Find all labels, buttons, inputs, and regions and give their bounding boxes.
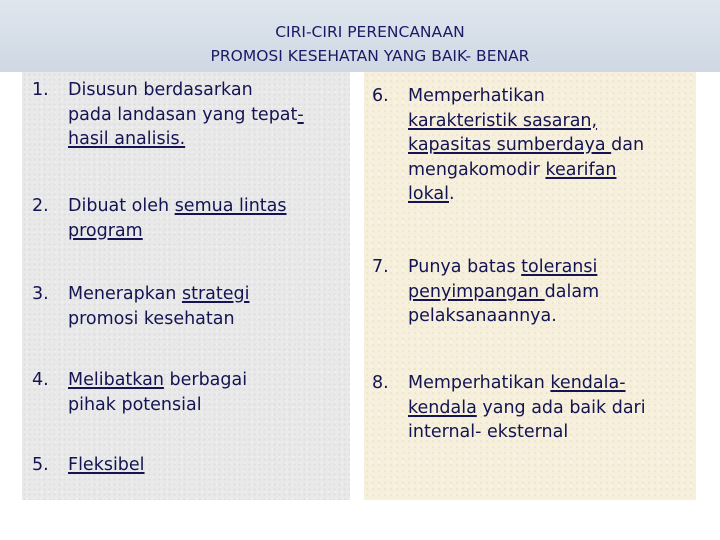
list-item-line <box>408 84 644 109</box>
list-item-line <box>408 304 599 329</box>
list-item-line <box>68 393 247 418</box>
list-item-number: 3. <box>32 284 49 304</box>
list-item-line <box>68 368 247 393</box>
text-segment: . <box>448 184 455 204</box>
list-item-line <box>68 453 145 478</box>
underlined-text: kendala- <box>550 373 626 393</box>
list-item-number: 7. <box>372 257 389 277</box>
list-item-number: 5. <box>32 455 49 475</box>
list-item-text <box>68 78 304 152</box>
text-segment: Disusun berdasarkan <box>68 80 253 100</box>
slide-title-line-2: PROMOSI KESEHATAN YANG BAIK- BENAR <box>210 47 530 65</box>
list-item-line <box>408 158 644 183</box>
list-item-line <box>408 396 646 421</box>
list-item-6 <box>372 84 644 207</box>
underlined-text: penyimpangan <box>408 281 545 302</box>
text-segment: Memperhatikan <box>408 373 551 393</box>
list-item-text <box>408 84 644 207</box>
text-segment: pihak potensial <box>68 394 202 415</box>
underlined-text: strategi <box>181 284 250 304</box>
list-item-number: 8. <box>372 373 389 393</box>
text-segment: berbagai <box>163 370 248 390</box>
list-item-text <box>408 255 599 329</box>
underlined-text: semua lintas <box>174 196 287 216</box>
list-item-line <box>68 307 249 332</box>
underlined-text: kendala <box>408 397 477 418</box>
list-item-text <box>68 282 249 331</box>
list-item-4 <box>32 368 247 417</box>
list-item-text <box>408 371 646 445</box>
text-segment: pada landasan yang tepat <box>68 104 298 125</box>
underlined-text: program <box>68 220 143 241</box>
list-item-number: 1. <box>32 80 49 100</box>
text-segment: dalam <box>544 281 600 302</box>
text-segment: Menerapkan <box>68 284 182 304</box>
underlined-text: karakteristik sasaran, <box>408 110 598 131</box>
list-item-number: 6. <box>372 86 389 106</box>
underlined-text: Fleksibel <box>68 455 145 475</box>
list-item-line <box>68 78 304 103</box>
list-item-line <box>408 255 599 280</box>
underlined-text: kearifan <box>545 159 617 180</box>
text-segment: Dibuat oleh <box>68 196 175 216</box>
underlined-text: lokal <box>408 184 449 204</box>
list-item-5 <box>32 453 145 478</box>
list-item-line <box>68 127 304 152</box>
list-item-line <box>408 371 646 396</box>
underlined-text: toleransi <box>521 257 598 277</box>
underlined-text: - <box>297 104 304 125</box>
list-item-line <box>408 109 644 134</box>
slide-title <box>0 20 720 68</box>
list-item-line <box>68 219 287 244</box>
underlined-text: kapasitas sumberdaya <box>408 135 612 155</box>
text-segment: internal- eksternal <box>408 422 569 442</box>
list-item-1 <box>32 78 304 152</box>
text-segment: Punya batas <box>408 257 522 277</box>
text-segment: dan <box>611 135 645 155</box>
list-item-line <box>408 182 644 207</box>
text-segment: promosi kesehatan <box>68 308 235 329</box>
list-item-line <box>408 280 599 305</box>
list-item-line <box>68 194 287 219</box>
text-segment: yang ada baik dari <box>476 397 646 418</box>
list-item-7 <box>372 255 599 329</box>
underlined-text: hasil analisis. <box>68 129 186 149</box>
slide-title-line-1: CIRI-CIRI PERENCANAAN <box>275 23 465 41</box>
list-item-3 <box>32 282 249 331</box>
list-item-line <box>68 103 304 128</box>
list-item-text <box>68 453 145 478</box>
list-item-2 <box>32 194 287 243</box>
underlined-text: Melibatkan <box>68 370 164 390</box>
list-item-line <box>408 133 644 158</box>
list-item-number: 2. <box>32 196 49 216</box>
list-item-text <box>68 194 287 243</box>
text-segment: pelaksanaannya. <box>408 306 557 326</box>
list-item-8 <box>372 371 646 445</box>
list-item-line <box>68 282 249 307</box>
list-item-line <box>408 420 646 445</box>
text-segment: mengakomodir <box>408 159 546 180</box>
text-segment: Memperhatikan <box>408 86 545 106</box>
list-item-text <box>68 368 247 417</box>
list-item-number: 4. <box>32 370 49 390</box>
